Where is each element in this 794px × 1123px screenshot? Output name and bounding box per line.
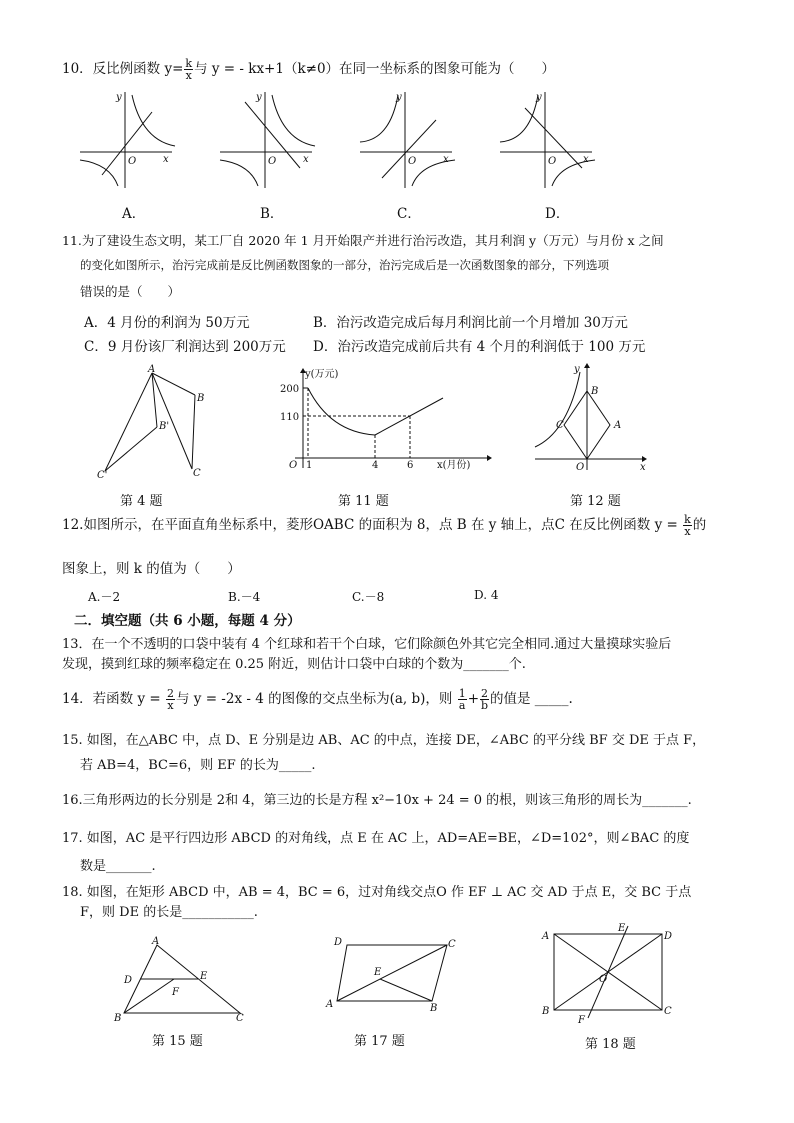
q14-stem-post: 的值是 _____. xyxy=(490,691,573,707)
y-axis-label: y xyxy=(574,364,580,375)
frac-den: a xyxy=(458,699,466,712)
axis-x-label: x xyxy=(163,154,169,165)
q11-line2: 的变化如图所示，治污完成前是反比例函数图象的一部分，治污完成后是一次函数图象的部分，下列选项 xyxy=(80,258,609,272)
x-axis-label: x(月份) xyxy=(437,460,471,471)
x-tick-1: 1 xyxy=(306,460,313,471)
q12-option-b[interactable]: B.－4 xyxy=(228,590,261,604)
axis-y-label: y xyxy=(256,92,262,103)
q17-line1: 17. 如图，AC 是平行四边形 ABCD 的对角线，点 E 在 AC 上，AD=AE=BE，∠D=102°，则∠BAC 的度 xyxy=(62,831,690,846)
point-a-label: A xyxy=(148,364,156,375)
caption-fig-17: 第 17 题 xyxy=(354,1034,405,1049)
axis-x-label: x xyxy=(303,154,309,165)
point-a-label: A xyxy=(614,420,622,431)
point-c-label: C xyxy=(236,1013,244,1024)
point-d-label: D xyxy=(664,931,673,942)
q12-option-c[interactable]: C.－8 xyxy=(352,590,385,604)
q10-graph-c xyxy=(360,90,460,190)
q11-option-d[interactable]: D．治污改造完成前后共有 4 个月的利润低于 100 万元 xyxy=(313,339,646,355)
x-tick-4: 4 xyxy=(372,460,379,471)
x-tick-6: 6 xyxy=(407,460,414,471)
q14-fraction-2 xyxy=(458,688,467,711)
q10-graph-b xyxy=(220,90,320,190)
axis-y-label: y xyxy=(536,92,542,103)
origin-label: O xyxy=(576,462,585,473)
q14-fraction-3 xyxy=(480,688,489,711)
point-d-label: D xyxy=(124,975,133,986)
point-b-prime-label: B' xyxy=(159,421,170,432)
q14-stem xyxy=(62,688,573,711)
point-c-prime-label: C' xyxy=(97,470,108,481)
point-b-label: B xyxy=(430,1003,438,1014)
q15-line2: 若 AB=4，BC=6，则 EF 的长为_____. xyxy=(80,758,316,773)
point-e-label: E xyxy=(200,971,208,982)
q18-line2: F，则 DE 的长是___________. xyxy=(80,905,258,920)
q11-line3: 错误的是（ ） xyxy=(80,284,181,299)
q16-line: 16.三角形两边的长分别是 2和 4，第三边的长是方程 x²−10x + 24 = 0 的根，则该三角形的周长为_______. xyxy=(62,793,692,808)
point-b-label: B xyxy=(197,393,205,404)
origin-label: O xyxy=(128,156,137,167)
q10-frac-num: k xyxy=(185,57,193,70)
point-b-label: B xyxy=(114,1013,122,1024)
point-b-label: B xyxy=(591,386,599,397)
point-e-label: E xyxy=(374,967,382,978)
axis-x-label: x xyxy=(443,154,449,165)
q10-stem-post: 与 y = - kx+1（k≠0）在同一坐标系的图象可能为（ ） xyxy=(194,61,556,77)
q11-option-c[interactable]: C．9 月份该厂利润达到 200万元 xyxy=(84,339,286,355)
q14-stem-mid: 与 y = -2x - 4 的图像的交点坐标为(a, b)，则 xyxy=(176,691,457,707)
axis-y-label: y xyxy=(396,92,402,103)
q14-stem-pre: 14．若函数 y = xyxy=(62,691,165,707)
point-c-label: C xyxy=(193,468,201,479)
q12-fraction xyxy=(683,514,692,537)
point-a-label: A xyxy=(542,931,550,942)
frac-num: 2 xyxy=(167,687,174,700)
frac-num: 1 xyxy=(458,687,466,700)
q10-option-d[interactable]: D． xyxy=(545,206,570,222)
point-f-label: F xyxy=(578,1015,585,1026)
point-e-label: E xyxy=(618,923,626,934)
y-axis-label: y(万元) xyxy=(305,369,339,380)
section-2-heading: 二．填空题（共 6 小题，每题 4 分） xyxy=(74,613,301,629)
caption-fig-11: 第 11 题 xyxy=(338,494,389,509)
q10-frac-den: x xyxy=(185,69,192,82)
point-c-label: C xyxy=(664,1006,672,1017)
point-a-label: A xyxy=(326,999,334,1010)
y-tick-200: 200 xyxy=(280,384,300,395)
point-b-label: B xyxy=(542,1006,550,1017)
caption-fig-4: 第 4 题 xyxy=(120,494,163,509)
q11-option-a[interactable]: A．4 月份的利润为 50万元 xyxy=(84,315,250,331)
plus-sign: + xyxy=(467,691,480,707)
q12-line2: 图象上，则 k 的值为（ ） xyxy=(62,561,241,577)
q11-line1: 11.为了建设生态文明，某工厂自 2020 年 1 月开始限产并进行治污改造，其月利润 y（万元）与月份 x 之间 xyxy=(62,233,664,248)
q10-graph-a xyxy=(80,90,180,190)
q10-option-a[interactable]: A． xyxy=(122,206,146,222)
x-axis-label: x xyxy=(640,462,646,473)
figure-15 xyxy=(112,935,252,1025)
frac-num: 2 xyxy=(481,687,489,700)
q18-line1: 18. 如图，在矩形 ABCD 中，AB = 4，BC = 6，过对角线交点O 作 EF ⊥ AC 交 AD 于点 E，交 BC 于点 xyxy=(62,885,692,900)
frac-den: x xyxy=(167,699,174,712)
point-o-label: O xyxy=(599,974,608,985)
origin-label: O xyxy=(548,156,557,167)
q12-option-d[interactable]: D. 4 xyxy=(474,588,499,602)
caption-fig-18: 第 18 题 xyxy=(585,1037,636,1052)
figure-18 xyxy=(540,922,680,1027)
figure-12 xyxy=(530,362,655,477)
q10-graph-d xyxy=(500,90,600,190)
figure-11 xyxy=(275,368,490,478)
q10-fraction xyxy=(184,58,193,81)
figure-4 xyxy=(95,365,215,485)
point-a-label: A xyxy=(152,936,160,947)
caption-fig-12: 第 12 题 xyxy=(570,494,621,509)
q11-option-b[interactable]: B．治污改造完成后每月利润比前一个月增加 30万元 xyxy=(313,315,628,331)
origin-label: O xyxy=(289,460,298,471)
q10-stem-pre: 10．反比例函数 y= xyxy=(62,61,184,77)
point-c-label: C xyxy=(448,939,456,950)
origin-label: O xyxy=(268,156,277,167)
q13-line2: 发现，摸到红球的频率稳定在 0.25 附近，则估计口袋中白球的个数为_______个. xyxy=(62,657,526,672)
point-c-label: C xyxy=(556,420,564,431)
q10-option-b[interactable]: B． xyxy=(260,206,284,222)
point-f-label: F xyxy=(172,987,179,998)
q12-stem-post: 的 xyxy=(692,517,707,533)
q14-fraction-1 xyxy=(166,688,175,711)
figure-17 xyxy=(312,935,462,1015)
q10-stem xyxy=(62,58,555,81)
q12-option-a[interactable]: A.－2 xyxy=(88,590,121,604)
q12-frac-num: k xyxy=(684,513,691,526)
point-d-label: D xyxy=(334,937,343,948)
frac-den: b xyxy=(480,699,489,712)
q12-stem xyxy=(62,514,706,537)
q15-line1: 15. 如图，在△ABC 中，点 D、E 分别是边 AB、AC 的中点，连接 DE，∠ABC 的平分线 BF 交 DE 于点 F， xyxy=(62,733,706,748)
q10-option-c[interactable]: C． xyxy=(397,206,421,222)
q17-line2: 数是_______. xyxy=(80,859,156,874)
caption-fig-15: 第 15 题 xyxy=(152,1034,203,1049)
axis-y-label: y xyxy=(116,92,122,103)
axis-x-label: x xyxy=(583,154,589,165)
q12-stem-pre: 12.如图所示，在平面直角坐标系中，菱形OABC 的面积为 8，点 B 在 y 轴上，点C 在反比例函数 y = xyxy=(62,517,683,533)
origin-label: O xyxy=(408,156,417,167)
q13-line1: 13．在一个不透明的口袋中装有 4 个红球和若干个白球，它们除颜色外其它完全相同.通过大量摸球实验后 xyxy=(62,637,672,652)
y-tick-110: 110 xyxy=(280,412,300,423)
q12-frac-den: x xyxy=(684,525,691,538)
